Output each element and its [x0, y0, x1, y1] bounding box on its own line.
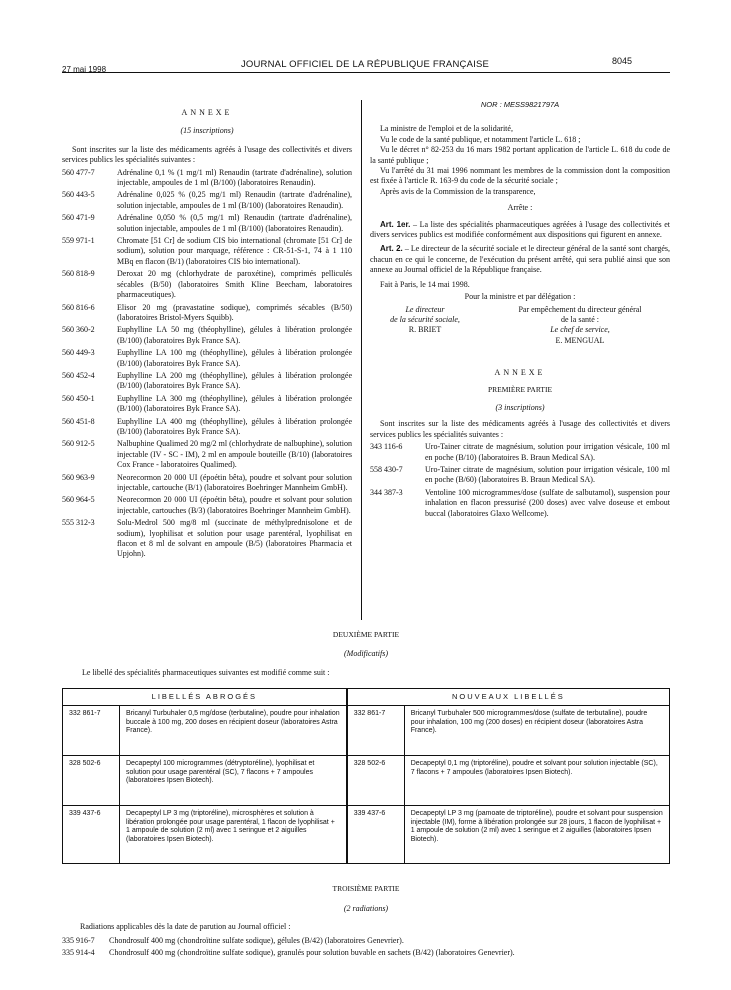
old-text-cell: Bricanyl Turbuhaler 0,5 mg/dose (terbutaline), poudre pour inhalation buccale à 100 mg, 200 doses en récipient doseur (laboratoires Astra France).	[120, 706, 347, 756]
new-text-cell: Decapeptyl 0,1 mg (triptoréline), poudre et solvant pour solution injectable (SC), 7 flacons + 7 ampoules (laboratoires Ipsen Biotech).	[404, 756, 669, 806]
part2-subtitle: (Modificatifs)	[344, 649, 388, 658]
entry-code: 560 816-6	[62, 302, 95, 312]
entry-code: 560 449-3	[62, 348, 95, 358]
table-row	[63, 706, 670, 756]
new-code-cell: 332 861-7	[347, 706, 405, 756]
new-text-cell: Bricanyl Turbuhaler 500 microgrammes/dose (sulfate de terbutaline), poudre pour inhalation, 100 mg (200 doses) en récipient doseur (laboratoires Astra France).	[404, 706, 669, 756]
entry-text: Euphylline LA 50 mg (théophylline), gélules à libération prolongée (B/100) (laboratoires Byk France SA).	[117, 325, 352, 345]
article-2	[370, 244, 670, 275]
table-row	[63, 756, 670, 806]
nor-reference: NOR : MESS9821797A	[480, 100, 560, 109]
sig-right-role: Le chef de service,	[550, 325, 610, 335]
delegation-line: Pour la ministre et par délégation :	[464, 292, 576, 302]
list-item	[62, 348, 352, 369]
column-divider	[361, 100, 362, 620]
left-entry-list	[62, 168, 352, 560]
entry-text: Nalbuphine Qualimed 20 mg/2 ml (chlorhydrate de nalbuphine), solution injectable (IV - SC - IM), 2 ml en ampoule bouteille (B/10) (laboratoires Cox France - laboratoires Qualimed).	[117, 439, 352, 470]
journal-title: JOURNAL OFFICIEL DE LA RÉPUBLIQUE FRANÇAISE	[240, 59, 490, 70]
table-header	[63, 689, 670, 706]
col-old-header: LIBELLÉS ABROGÉS	[63, 689, 347, 706]
entry-text: Ventoline 100 microgrammes/dose (sulfate de salbutamol), suspension pour inhalation en flacon pressurisé (200 doses) avec valve doseuse et embout buccal (laboratoires Glaxo Wellcome).	[425, 487, 670, 518]
preamble-paragraph: Vu le décret n° 82-253 du 16 mars 1982 portant application de l'article L. 618 du code de la santé publique ;	[370, 145, 670, 165]
list-item	[62, 948, 670, 958]
annex-title: ANNEXE	[181, 108, 233, 117]
entry-code: 343 116-6	[370, 442, 403, 452]
page-header	[0, 56, 731, 74]
part1-title: PREMIÈRE PARTIE	[487, 384, 553, 394]
header-rule	[62, 72, 670, 73]
entry-code: 560 964-5	[62, 495, 95, 505]
preamble-paragraph: Vu l'arrêté du 31 mai 1996 nommant les membres de la commission dont la composition est fixée à l'article R. 163-9 du code de la sécurité sociale ;	[370, 166, 670, 186]
list-item	[62, 518, 352, 560]
sig-left-name: R. BRIET	[408, 325, 442, 335]
entry-code: 335 914-4	[62, 948, 95, 958]
entry-code: 560 477-7	[62, 167, 95, 177]
list-item	[370, 488, 670, 519]
entry-text: Euphylline LA 400 mg (théophylline), gélules à libération prolongée (B/100) (laboratoires Byk France SA).	[117, 416, 352, 436]
entry-text: Neorecormon 20 000 UI (époétin bêta), poudre et solvant pour solution injectable, cartouches (B/3) (laboratoires Boehringer Mannheim GmbH).	[117, 495, 352, 515]
list-item	[62, 190, 352, 211]
entry-code: 560 450-1	[62, 393, 95, 403]
article-1-label: Art. 1er.	[380, 219, 411, 229]
entry-code: 560 818-9	[62, 269, 95, 279]
preamble-paragraph: Vu le code de la santé publique, et notamment l'article L. 618 ;	[380, 134, 581, 144]
new-code-cell: 328 502-6	[347, 756, 405, 806]
list-item	[62, 417, 352, 438]
old-text-cell: Decapeptyl 100 microgrammes (détryptoréline), lyophilisat et solution pour usage parentéral (SC), 7 flacons + 7 ampoules (laboratoires Ipsen Biotech).	[120, 756, 347, 806]
entry-code: 560 471-9	[62, 213, 95, 223]
list-item	[62, 325, 352, 346]
part1-subtitle: (3 inscriptions)	[495, 402, 545, 412]
list-item	[62, 303, 352, 324]
list-item	[62, 168, 352, 189]
part3-title: TROISIÈME PARTIE	[332, 884, 400, 893]
old-code-cell: 339 437-6	[63, 806, 120, 864]
entry-text: Chondrosulf 400 mg (chondroïtine sulfate sodique), granulés pour solution buvable en sachets (B/42) (laboratoires Genevrier).	[109, 948, 515, 958]
entry-code: 560 963-9	[62, 472, 95, 482]
preamble-paragraph: La ministre de l'emploi et de la solidarité,	[380, 124, 513, 134]
entry-code: 335 916-7	[62, 936, 95, 945]
signature-left	[370, 305, 480, 347]
article-2-text: – Le directeur de la sécurité sociale et le directeur général de la santé sont chargés, chacun en ce qui le concerne, de l'exécution du présent arrêté, qui sera publié ainsi que son annexe au Journal officiel de la République française.	[370, 244, 671, 275]
entry-text: Neorecormon 20 000 UI (époétin bêta), poudre et solvant pour solution injectable, cartouche (B/1) (laboratoires Boehringer Mannheim GmbH).	[117, 472, 352, 492]
sig-left-role: Le directeur	[405, 304, 445, 314]
list-item	[62, 394, 352, 415]
entry-code: 558 430-7	[370, 464, 403, 474]
entry-text: Adrénaline 0,050 % (0,5 mg/1 ml) Renaudin (tartrate d'adrénaline), solution injectable, ampoules de 1 ml (B/100) (laboratoires Renaudin).	[117, 213, 352, 233]
list-item	[62, 236, 352, 267]
old-code-cell: 332 861-7	[63, 706, 120, 756]
entry-code: 559 971-1	[62, 236, 95, 246]
page-number: 8045	[612, 56, 633, 66]
signature-date: Fait à Paris, le 14 mai 1998.	[380, 279, 470, 289]
entry-text: Adrénaline 0,1 % (1 mg/1 ml) Renaudin (tartrate d'adrénaline), solution injectable, ampoules de 1 ml (B/100) (laboratoires Renaudin).	[117, 167, 352, 188]
entry-code: 560 912-5	[62, 439, 95, 449]
part3-entry-list	[62, 934, 670, 959]
right-entry-list	[370, 442, 670, 519]
list-item	[370, 465, 670, 486]
annex-title-right: ANNEXE	[494, 368, 546, 378]
article-1-text: – La liste des spécialités pharmaceutiques agréées à l'usage des collectivités et divers services publics est modifiée conformément aux dispositions qui figurent en annexe.	[370, 219, 670, 240]
sig-right-name: E. MENGUAL	[555, 335, 605, 345]
entry-text: Uro-Tainer citrate de magnésium, solution pour irrigation vésicale, 100 ml en poche (B/10) (laboratoires B. Braun Medical SA).	[425, 442, 670, 462]
entry-text: Deroxat 20 mg (chlorhydrate de paroxétine), comprimés pelliculés sécables (B/50) (laboratoires Smith Kline Beecham, laboratoires pharmaceutiques).	[117, 269, 352, 300]
right-column	[370, 100, 670, 519]
list-item	[62, 473, 352, 494]
annex-subtitle: (15 inscriptions)	[180, 126, 234, 136]
list-item	[62, 439, 352, 470]
left-column	[62, 108, 352, 560]
part1-intro: Sont inscrites sur la liste des médicaments agréés à l'usage des collectivités et divers services publics les spécialités suivantes :	[370, 419, 670, 439]
sig-left-dept: de la sécurité sociale,	[390, 314, 460, 324]
list-item	[62, 495, 352, 516]
sig-right-line1: Par empêchement du directeur général	[518, 304, 642, 314]
table-row	[63, 806, 670, 864]
entry-text: Euphylline LA 300 mg (théophylline), gélules à libération prolongée (B/100) (laboratoires Byk France SA).	[117, 393, 352, 414]
list-item	[62, 213, 352, 234]
article-2-label: Art. 2.	[380, 244, 403, 254]
entry-code: 560 360-2	[62, 325, 95, 335]
old-code-cell: 328 502-6	[63, 756, 120, 806]
new-code-cell: 339 437-6	[347, 806, 405, 864]
new-text-cell: Decapeptyl LP 3 mg (pamoate de triptoréline), poudre et solvant pour suspension injectable (IM), forme à libération prolongée sur 28 jours, 1 flacon de lyophilisat + 1 ampoule de solution (2 ml) avec 1 seringue et 2 aiguilles (laboratoires Ipsen Biotech).	[404, 806, 669, 864]
entry-text: Uro-Tainer citrate de magnésium, solution pour irrigation vésicale, 100 ml en poche (B/60) (laboratoires B. Braun Medical SA).	[425, 464, 670, 485]
entry-text: Euphylline LA 200 mg (théophylline), gélules à libération prolongée (B/100) (laboratoires Byk France SA).	[117, 370, 352, 391]
entry-code: 560 451-8	[62, 416, 95, 426]
header-date: 27 mai 1998	[62, 65, 107, 74]
entry-text: Elisor 20 mg (pravastatine sodique), comprimés sécables (B/50) (laboratoires Bristol-Myers Squibb).	[117, 302, 352, 322]
list-item	[62, 269, 352, 300]
entry-code: 560 443-5	[62, 190, 95, 200]
entry-text: Chromate [51 Cr] de sodium CIS bio international (chromate [51 Cr] de sodium), solution pour marquage, référence : CR-51-S-1, 74 à 1 110 MBq en flacon (B/1) (laboratoires CIS bio international).	[117, 236, 352, 266]
entry-text: Adrénaline 0,025 % (0,25 mg/1 ml) Renaudin (tartrate d'adrénaline), solution injectable, ampoules de 1 ml (B/100) (laboratoires Renaudin).	[117, 190, 352, 210]
old-text-cell: Decapeptyl LP 3 mg (triptoréline), microsphères et solution à libération prolongée pour usage parentéral, 1 flacon de lyophilisat + 1 ampoule de solution (2 ml) avec 1 seringue et 2 aiguilles (laboratoires Ipsen Biotech).	[120, 806, 347, 864]
list-item	[62, 371, 352, 392]
list-item	[62, 936, 670, 946]
entry-code: 560 452-4	[62, 370, 95, 380]
list-item	[370, 442, 670, 463]
sig-right-line2: de la santé :	[561, 314, 599, 324]
entry-text: Euphylline LA 100 mg (théophylline), gélules à libération prolongée (B/100) (laboratoires Byk France SA).	[117, 348, 352, 368]
entry-code: 344 387-3	[370, 487, 403, 497]
annex-intro: Sont inscrites sur la liste des médicaments agréés à l'usage des collectivités et divers services publics les spécialités suivantes :	[62, 144, 352, 165]
article-1	[370, 220, 670, 241]
part2-title: DEUXIÈME PARTIE	[332, 630, 400, 639]
signature-block	[370, 305, 670, 347]
part3-subtitle: (2 radiations)	[343, 904, 389, 913]
part3-intro: Radiations applicables dès la date de parution au Journal officiel :	[80, 922, 291, 931]
part2-intro: Le libellé des spécialités pharmaceutiques suivantes est modifié comme suit :	[82, 668, 330, 677]
arrete-label: Arrête :	[507, 203, 533, 213]
signature-right	[490, 305, 670, 347]
col-new-header: NOUVEAUX LIBELLÉS	[347, 689, 670, 706]
entry-text: Chondrosulf 400 mg (chondroïtine sulfate sodique), gélules (B/42) (laboratoires Genevrier).	[109, 936, 404, 945]
decree-preamble	[370, 124, 670, 197]
modification-table	[62, 688, 670, 864]
entry-code: 555 312-3	[62, 518, 95, 528]
entry-text: Solu-Medrol 500 mg/8 ml (succinate de méthylprednisolone et de sodium), lyophilisat et solution pour usage parentéral, lyophilisat en flacon et 8 ml de solvant en ampoule (B/5) (laboratoires Pharmacia et Upjohn).	[117, 518, 352, 559]
preamble-paragraph: Après avis de la Commission de la transparence,	[380, 186, 536, 196]
